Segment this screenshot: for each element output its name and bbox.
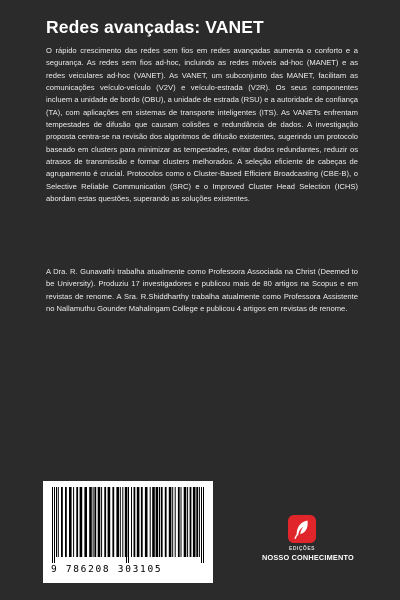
- barcode-guard-bar: [203, 487, 204, 563]
- barcode-bar: [165, 487, 167, 557]
- barcode-guard-bar: [201, 487, 202, 563]
- barcode-guard-bar: [52, 487, 53, 563]
- barcode-guard-bar: [54, 487, 55, 563]
- barcode-bar: [172, 487, 173, 557]
- barcode-bar: [122, 487, 123, 557]
- barcode-bar: [134, 487, 136, 557]
- barcode-guard-bar: [128, 487, 129, 563]
- barcode-bar: [56, 487, 57, 557]
- barcode-bar: [137, 487, 140, 557]
- barcode-bar: [187, 487, 188, 557]
- barcode-bar: [120, 487, 121, 557]
- barcode-bars: [51, 487, 205, 563]
- barcode-bar: [156, 487, 159, 557]
- isbn-barcode: [43, 481, 213, 583]
- barcode-bar: [84, 487, 87, 557]
- publisher-name: NOSSO CONHECIMENTO: [262, 553, 354, 562]
- barcode-bar: [152, 487, 155, 557]
- barcode-bar: [116, 487, 119, 557]
- barcode-bar: [112, 487, 114, 557]
- barcode-bar: [73, 487, 74, 557]
- barcode-bar: [196, 487, 198, 557]
- barcode-bar: [159, 487, 160, 557]
- book-summary: O rápido crescimento das redes sem fios em redes avançadas aumenta o conforto e a segurança. As redes sem fios ad-hoc, incluindo as redes móveis ad-hoc (MANET) e as redes veiculares ad-hoc (VANET). As VANET, um subconjunto das MANET, facilitam as comunicações veículo-veículo (V2V) e veículo-estrada (V2R). Os seus componentes incluem a unidade de bordo (OBU), a unidade de estrada (RSU) e a autoridade de confiança (TA), com aplicações em sistemas de transporte inteligentes (ITS). As VANETs enfrentam tempestades de difusão que causam colisões e redundância de dados. A investigação proposta centra-se na revisão dos algoritmos de difusão existentes, sugerindo um protocolo baseado em clusters para minimizar as tempestades, evitar dados redundantes, reduzir os atrasos de transmissão e formar clusters melhorados. A seleção eficiente de cabeças de agrupamento é crucial. Protocolos como o Cluster-Based Efficient Broadcasting (CBE-B), o Selective Reliable Communication (SRC) e o Improved Cluster Head Selection (ICHS) abordam estas questões, superando as soluções existentes.: [46, 46, 358, 204]
- isbn-digits: 9 786208 303105: [51, 564, 163, 575]
- barcode-bar: [104, 487, 106, 557]
- barcode-bar: [89, 487, 92, 557]
- barcode-bar: [169, 487, 172, 557]
- barcode-bar: [175, 487, 176, 557]
- barcode-bar: [199, 487, 200, 557]
- barcode-bar: [178, 487, 180, 557]
- feather-quill-icon: [287, 514, 317, 544]
- barcode-bar: [76, 487, 78, 557]
- barcode-bar: [190, 487, 192, 557]
- barcode-bar: [58, 487, 59, 557]
- barcode-bar: [184, 487, 187, 557]
- barcode-bar: [93, 487, 94, 557]
- barcode-bar: [94, 487, 96, 557]
- barcode-bar: [145, 487, 148, 557]
- barcode-bar: [181, 487, 182, 557]
- publisher-label: EDIÇÕES: [288, 546, 315, 552]
- barcode-bar: [193, 487, 196, 557]
- barcode-bar: [80, 487, 83, 557]
- publisher-logo: [262, 514, 354, 562]
- barcode-bar: [98, 487, 101, 557]
- barcode-bar: [150, 487, 151, 557]
- barcode-bar: [61, 487, 63, 557]
- barcode-bar: [141, 487, 143, 557]
- barcode-bar: [69, 487, 72, 557]
- book-title: Redes avançadas: VANET: [46, 17, 264, 37]
- barcode-bar: [161, 487, 163, 557]
- barcode-guard-bar: [126, 487, 127, 563]
- barcode-bar: [108, 487, 111, 557]
- barcode-bar: [65, 487, 67, 557]
- barcode-bar: [101, 487, 102, 557]
- author-bio: A Dra. R. Gunavathi trabalha atualmente como Professora Associada na Christ (Deemed to be University). Produziu 17 investigadores e publicou mais de 80 artigos na Scopus e em revistas de renome. A Sra. R.Shiddharthy trabalha atualmente como Professora Assistente no Nallamuthu Gounder Mahalingam College e publicou 4 artigos em revistas de renome.: [46, 267, 358, 314]
- barcode-bar: [131, 487, 132, 557]
